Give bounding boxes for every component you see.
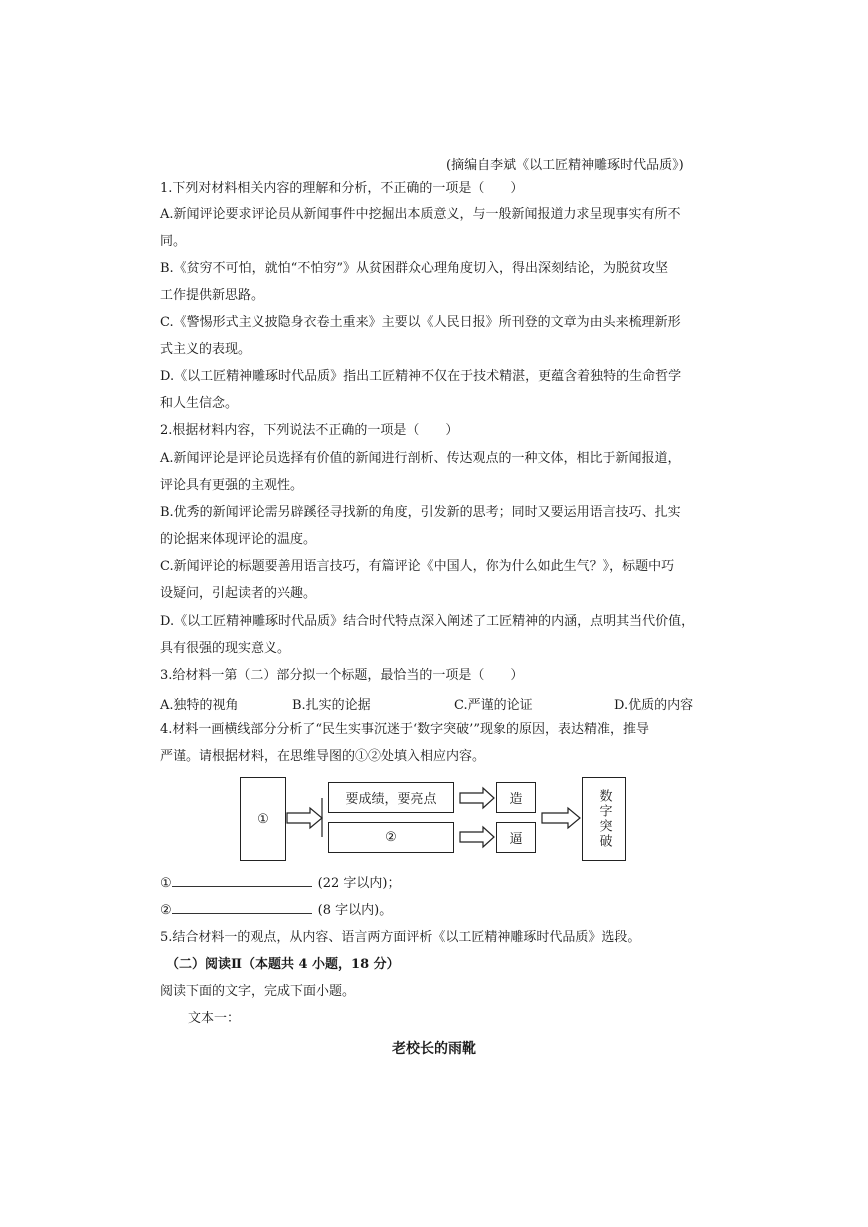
q1-option-a-line2: 同。: [160, 234, 187, 249]
q4-stem-line2: 严谨。请根据材料，在思维导图的①②处填入相应内容。: [160, 749, 486, 764]
section2-text-label: 文本一：: [188, 1011, 241, 1026]
source-note: (摘编自李斌《以工匠精神雕琢时代品质》): [446, 158, 684, 173]
q2-option-a-line1: A.新闻评论是评论员选择有价值的新闻进行剖析、传达观点的一种文体，相比于新闻报道，: [160, 451, 681, 466]
q1-option-c-line2: 式主义的表现。: [160, 342, 252, 357]
mind-map-box-1: [240, 777, 286, 861]
arrow-box3-to-box5: [460, 827, 494, 847]
q3-option-c: C.严谨的论证: [454, 698, 533, 713]
q2-option-c-line1: C.新闻评论的标题要善用语言技巧，有篇评论《中国人，你为什么如此生气？》，标题中巧: [160, 559, 675, 574]
q2-option-b-line2: 的论据来体现评论的温度。: [160, 532, 317, 547]
q3-option-a: A.独特的视角: [160, 698, 239, 713]
mind-map-box-3-label: ②: [385, 830, 397, 845]
mind-map-box-1-label: ①: [257, 811, 269, 827]
mind-map-box-2: [328, 782, 454, 813]
q4-answer-2-mark: ②: [160, 903, 172, 918]
q3-stem: 3.给材料一第（二）部分拟一个标题，最恰当的一项是（ ）: [160, 668, 524, 683]
mind-map-box-5-label: 逼: [509, 832, 523, 847]
q3-option-b: B.扎实的论据: [292, 698, 371, 713]
q2-option-c-line2: 设疑问，引起读者的兴趣。: [160, 586, 317, 601]
mind-map-box-4: [496, 782, 536, 813]
mind-map-box-5: [496, 822, 536, 853]
q4-answer-2: [160, 901, 392, 920]
arrow-to-result: [542, 808, 580, 828]
q2-option-a-line2: 评论具有更强的主观性。: [160, 478, 304, 493]
q2-option-b-line1: B.优秀的新闻评论需另辟蹊径寻找新的角度，引发新的思考；同时又要运用语言技巧、扎实: [160, 505, 681, 520]
mind-map-box-6-label: 数字突破: [596, 789, 612, 849]
q4-answer-2-note: (8 字以内)。: [317, 903, 393, 918]
q4-answer-1-note: (22 字以内)；: [317, 876, 401, 891]
mind-map-box-3: [328, 822, 454, 853]
q1-option-b-line1: B.《贫穷不可怕，就怕“不怕穷”》从贫困群众心理角度切入，得出深刻结论，为脱贫攻坚: [160, 261, 668, 276]
section2-instruction: 阅读下面的文字，完成下面小题。: [160, 984, 356, 999]
q4-answer-1: [160, 874, 400, 893]
arrow-1-to-branch: [287, 808, 322, 828]
section2-heading: （二）阅读Ⅱ（本题共 4 小题，18 分）: [166, 957, 400, 972]
q1-option-d-line2: 和人生信念。: [160, 396, 239, 411]
q4-answer-2-blank[interactable]: [172, 901, 312, 914]
mind-map-box-6: [582, 777, 626, 861]
q1-option-c-line1: C.《警惕形式主义披隐身衣卷土重来》主要以《人民日报》所刊登的文章为由头来梳理新形: [160, 315, 681, 330]
q2-option-d-line2: 具有很强的现实意义。: [160, 641, 291, 656]
q1-option-d-line1: D.《以工匠精神雕琢时代品质》指出工匠精神不仅在于技术精湛，更蕴含着独特的生命哲学: [160, 369, 682, 384]
q3-option-d: D.优质的内容: [614, 698, 694, 713]
arrow-box2-to-box4: [460, 788, 494, 808]
q2-option-d-line1: D.《以工匠精神雕琢时代品质》结合时代特点深入阐述了工匠精神的内涵，点明其当代价值，: [160, 614, 695, 629]
q1-stem: 1.下列对材料相关内容的理解和分析，不正确的一项是（ ）: [160, 181, 524, 196]
mind-map-box-4-label: 造: [509, 792, 523, 807]
article-title: 老校长的雨靴: [392, 1041, 476, 1057]
q4-stem-line1: 4.材料一画横线部分分析了“民生实事沉迷于‘数字突破’”现象的原因，表达精准，推导: [160, 722, 649, 737]
q4-answer-1-mark: ①: [160, 876, 172, 891]
q1-option-a-line1: A.新闻评论要求评论员从新闻事件中挖掘出本质意义，与一般新闻报道力求呈现事实有所不: [160, 207, 681, 222]
mind-map-box-2-label: 要成绩，要亮点: [345, 792, 437, 807]
q4-answer-1-blank[interactable]: [172, 874, 312, 887]
q5-stem: 5.结合材料一的观点，从内容、语言两方面评析《以工匠精神雕琢时代品质》选段。: [160, 930, 641, 945]
q2-stem: 2.根据材料内容，下列说法不正确的一项是（ ）: [160, 423, 459, 438]
q1-option-b-line2: 工作提供新思路。: [160, 288, 265, 303]
